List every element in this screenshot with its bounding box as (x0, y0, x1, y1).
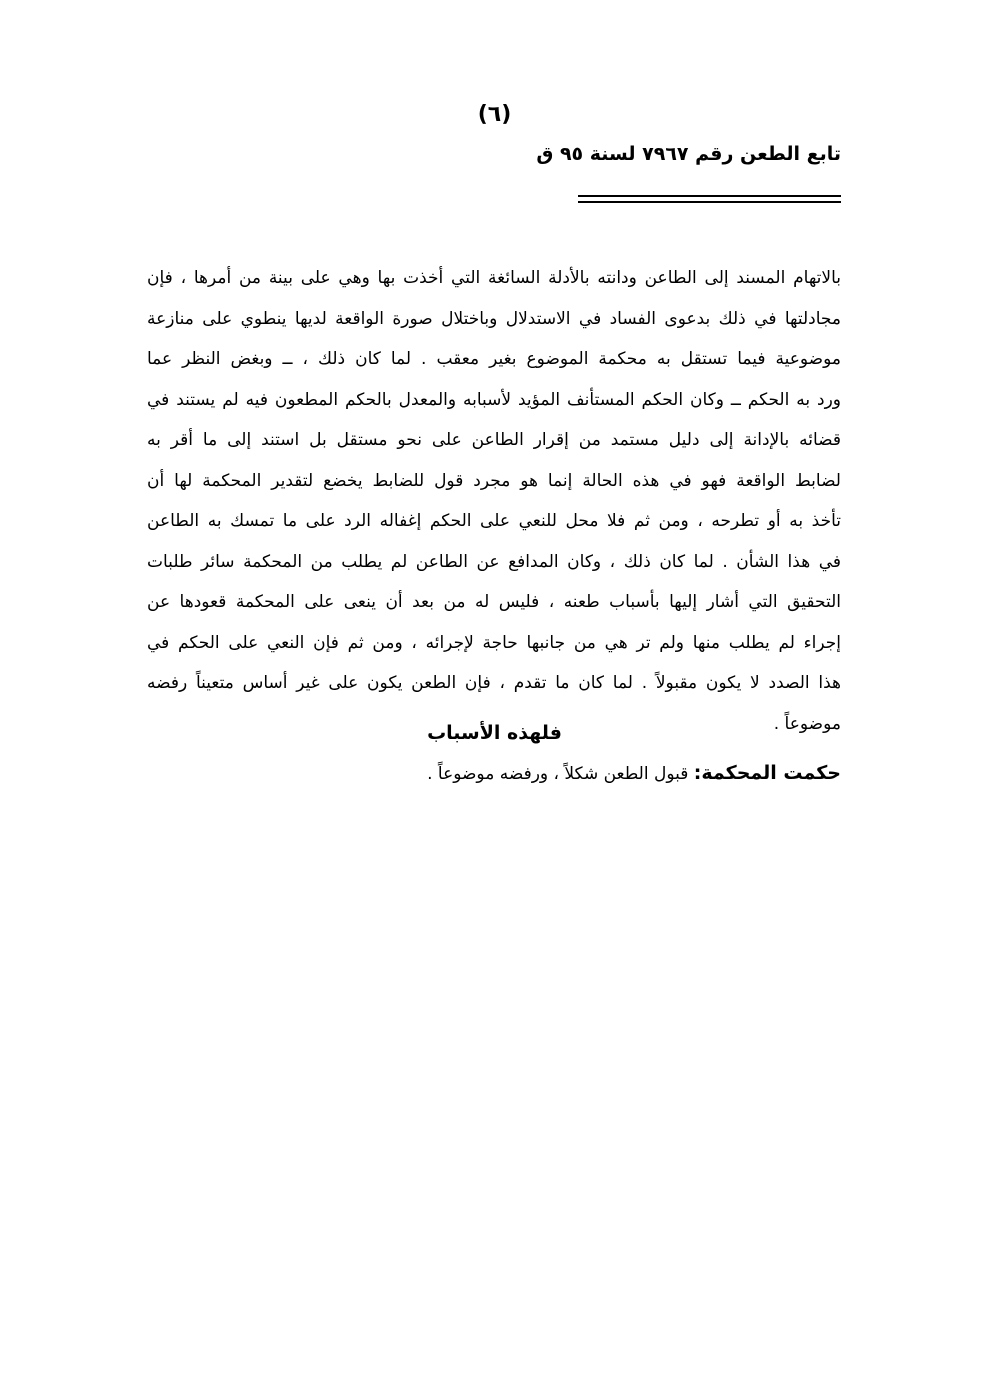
header-double-rule (578, 195, 841, 203)
page-number: (٦) (477, 102, 512, 127)
body-line: ورد به الحكم ــ وكان الحكم المستأنف المؤيد لأسبابه والمعدل بالحكم المطعون فيه لم يستند في (147, 389, 841, 410)
body-line: إجراء لم يطلب منها ولم تر هي من جانبها حاجة لإجرائه ، ومن ثم فإن النعي على الحكم في (147, 632, 841, 653)
body-text (147, 258, 841, 744)
body-line: هذا الصدد لا يكون مقبولاً . لما كان ما تقدم ، فإن الطعن يكون على غير أساس متعيناً رفضه (147, 673, 841, 693)
body-line: في هذا الشأن . لما كان ذلك ، وكان المدافع عن الطاعن لم يطلب من المحكمة سائر طلبات (147, 551, 841, 572)
body-line: قضائه بالإدانة إلى دليل مستمد من إقرار الطاعن على نحو مستقل بل استند إلى ما أقر به (147, 430, 841, 450)
running-header: تابع الطعن رقم ٧٩٦٧ لسنة ٩٥ ق (536, 143, 841, 165)
verdict-label: حكمت المحكمة: (693, 762, 841, 784)
body-line: التحقيق التي أشار إليها بأسباب طعنه ، فليس له من بعد أن ينعى على المحكمة قعودها عن (147, 592, 841, 612)
body-line: مجادلتها في ذلك بدعوى الفساد في الاستدلال وباختلال صورة الواقعة لديها ينطوي على منازعة (147, 308, 841, 329)
verdict-text: قبول الطعن شكلاً ، ورفضه موضوعاً . (427, 764, 694, 784)
section-heading: فلهذه الأسباب (427, 722, 562, 744)
body-line: بالاتهام المسند إلى الطاعن ودانته بالأدلة السائغة التي أخذت بها وهي على بينة من أمرها ، فإن (147, 268, 841, 288)
verdict (427, 762, 841, 784)
body-line: لضابط الواقعة فهو في هذه الحالة إنما هو مجرد قول للضابط يخضع لتقدير المحكمة لها أن (147, 470, 841, 491)
body-line: موضوعاً . (773, 713, 841, 734)
body-line: موضوعية فيما تستقل به محكمة الموضوع بغير معقب . لما كان ذلك ، ــ وبغض النظر عما (147, 349, 841, 369)
body-line: تأخذ به أو تطرحه ، ومن ثم فلا محل للنعي على الحكم إغفاله الرد على ما تمسك به الطاعن (147, 511, 841, 531)
